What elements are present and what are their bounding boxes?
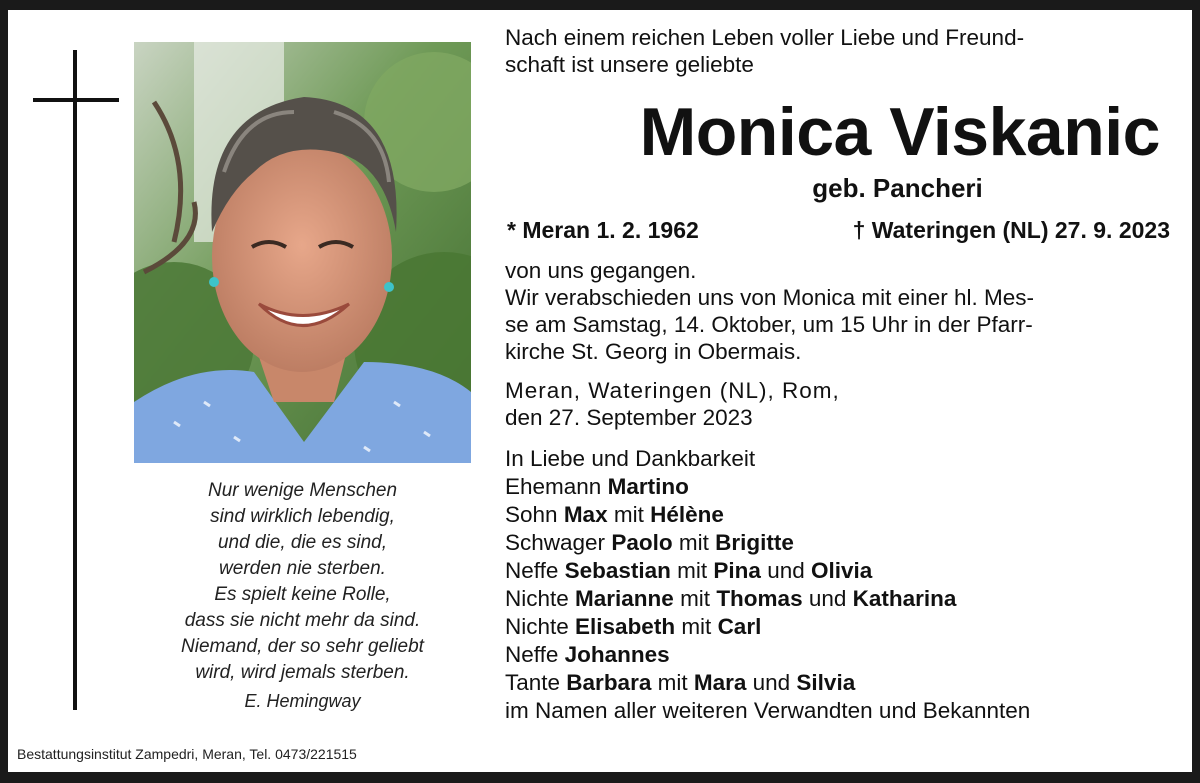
family-member-row (505, 501, 1170, 529)
body-line: kirche St. Georg in Obermais. (505, 339, 802, 364)
place-line: Meran, Wateringen (NL), Rom, (505, 378, 840, 403)
family-intro: In Liebe und Dankbarkeit (505, 446, 756, 471)
portrait-illustration (134, 42, 471, 463)
family-relation-text: mit (651, 670, 694, 695)
family-member-name: Paolo (611, 530, 673, 555)
quote-line: Niemand, der so sehr geliebt (181, 636, 424, 657)
funeral-home-footer: Bestattungsinstitut Zampedri, Meran, Tel. 0473/221515 (17, 746, 357, 762)
service-announcement (505, 257, 1170, 365)
quote-line: werden nie sterben. (219, 558, 386, 579)
maiden-name: geb. Pancheri (812, 173, 983, 203)
family-member-name: Pina (713, 558, 761, 583)
quote-line: dass sie nicht mehr da sind. (184, 610, 421, 631)
family-member-row (505, 613, 1170, 641)
family-member-name: Silvia (796, 670, 856, 695)
family-relation-text: Nichte (505, 586, 576, 611)
family-list (505, 445, 1170, 725)
family-member-row (505, 669, 1170, 697)
memorial-quote (134, 478, 471, 714)
body-line: von uns gegangen. (505, 258, 697, 283)
family-relation-text: Schwager (505, 530, 612, 555)
family-member-name: Johannes (564, 642, 670, 667)
family-member-name: Carl (717, 614, 762, 639)
intro-text (505, 24, 1170, 78)
family-relation-text: Sohn (505, 502, 564, 527)
quote-line: wird, wird jemals sterben. (195, 662, 410, 683)
family-relation-text: und (760, 558, 811, 583)
intro-line: Nach einem reichen Leben voller Liebe und Freund- (505, 25, 1025, 50)
body-line: se am Samstag, 14. Oktober, um 15 Uhr in der Pfarr- (505, 312, 1033, 337)
family-relation-text: und (802, 586, 853, 611)
family-relation-text: Nichte (505, 614, 576, 639)
family-relation-text: mit (672, 530, 716, 555)
family-relation-text: Ehemann (505, 474, 608, 499)
family-member-name: Hélène (650, 502, 724, 527)
family-member-name: Elisabeth (575, 614, 676, 639)
family-member-row (505, 529, 1170, 557)
family-relation-text: mit (670, 558, 714, 583)
quote-author: E. Hemingway (244, 691, 361, 711)
family-relation-text: und (746, 670, 797, 695)
family-member-name: Max (563, 502, 608, 527)
family-members (505, 473, 1170, 697)
family-member-row (505, 473, 1170, 501)
quote-line: und die, die es sind, (217, 532, 387, 553)
family-member-name: Thomas (716, 586, 803, 611)
portrait-photo (134, 42, 471, 463)
family-member-name: Olivia (811, 558, 873, 583)
family-outro: im Namen aller weiteren Verwandten und Bekannten (505, 698, 1031, 723)
family-member-name: Marianne (575, 586, 674, 611)
cross-icon (73, 50, 77, 710)
body-line: Wir verabschieden uns von Monica mit einer hl. Mes- (505, 285, 1034, 310)
family-relation-text: mit (673, 586, 717, 611)
family-relation-text: Tante (505, 670, 567, 695)
obituary-notice (8, 10, 1192, 772)
deceased-name: Monica Viskanic (639, 94, 1160, 170)
intro-line: schaft ist unsere geliebte (505, 52, 754, 77)
family-member-name: Barbara (566, 670, 652, 695)
quote-line: Nur wenige Menschen (207, 480, 398, 501)
family-relation-text: mit (607, 502, 651, 527)
family-relation-text: mit (675, 614, 718, 639)
family-member-name: Sebastian (564, 558, 671, 583)
cross-icon-bar (33, 98, 119, 102)
family-relation-text: Neffe (505, 642, 565, 667)
family-member-row (505, 557, 1170, 585)
birth-date: * Meran 1. 2. 1962 (507, 217, 699, 243)
date-line: den 27. September 2023 (505, 405, 753, 430)
family-relation-text: Neffe (505, 558, 565, 583)
family-member-name: Katharina (852, 586, 957, 611)
life-dates (505, 216, 1170, 244)
family-member-name: Mara (693, 670, 747, 695)
death-date: † Wateringen (NL) 27. 9. 2023 (852, 217, 1170, 243)
quote-line: Es spielt keine Rolle, (214, 584, 391, 605)
family-member-row (505, 641, 1170, 669)
family-member-name: Martino (607, 474, 689, 499)
notice-text (505, 24, 1170, 725)
place-date (505, 377, 1170, 431)
family-member-name: Brigitte (715, 530, 794, 555)
quote-line: sind wirklich lebendig, (210, 506, 395, 527)
family-member-row (505, 585, 1170, 613)
